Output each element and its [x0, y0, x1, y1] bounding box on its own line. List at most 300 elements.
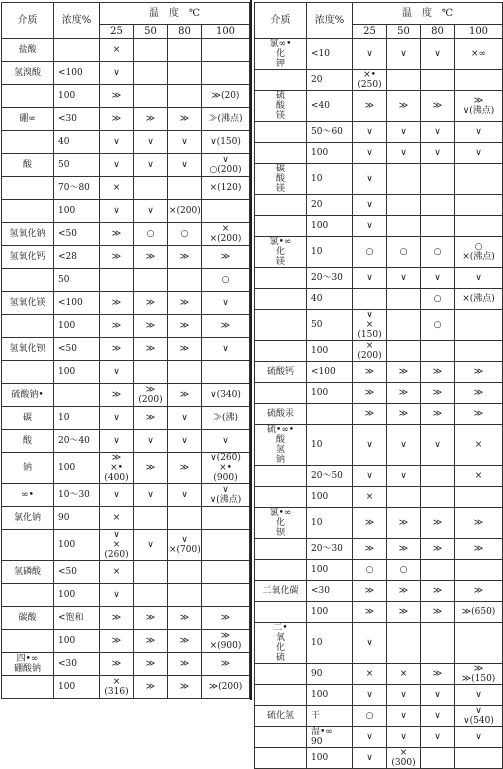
- table-row: [2, 62, 250, 85]
- value-cell: ∨: [353, 39, 387, 70]
- table-row: [255, 623, 503, 664]
- medium-cell: 氢磷酸: [2, 561, 54, 584]
- value-cell: ≫: [387, 362, 421, 383]
- table-row: [2, 246, 250, 269]
- medium-cell: 碳酸: [2, 607, 54, 630]
- table-row: [2, 530, 250, 561]
- value-cell: [387, 623, 421, 664]
- value-cell: ∨: [353, 466, 387, 487]
- concentration-cell: <10: [307, 39, 353, 70]
- value-cell: [134, 177, 168, 200]
- value-cell: ∨ ∨(沸点): [202, 484, 250, 507]
- concentration-cell: 100: [307, 602, 353, 623]
- concentration-cell: [54, 384, 100, 407]
- value-cell: ≫: [421, 362, 455, 383]
- concentration-cell: 100: [307, 143, 353, 164]
- value-cell: ≫: [100, 630, 134, 653]
- medium-cell: [255, 539, 307, 560]
- value-cell: ∨: [421, 268, 455, 289]
- table-row: [2, 484, 250, 507]
- value-cell: [421, 70, 455, 91]
- concentration-cell: 10: [307, 508, 353, 539]
- value-cell: ×∞: [455, 39, 503, 70]
- value-cell: [202, 361, 250, 384]
- medium-cell: 硫化氢: [255, 706, 307, 727]
- value-cell: [455, 487, 503, 508]
- concentration-cell: <28: [54, 246, 100, 269]
- value-cell: [421, 748, 455, 769]
- value-cell: ≫: [421, 581, 455, 602]
- concentration-cell: <100: [307, 362, 353, 383]
- concentration-cell: 100: [54, 584, 100, 607]
- value-cell: ≫: [134, 653, 168, 676]
- value-cell: [134, 361, 168, 384]
- value-cell: ≫: [421, 91, 455, 122]
- value-cell: ○: [421, 310, 455, 341]
- value-cell: ∨: [100, 131, 134, 154]
- table-row: [255, 425, 503, 466]
- value-cell: ∨: [202, 292, 250, 315]
- concentration-cell: 100: [307, 685, 353, 706]
- concentration-cell: 100: [307, 487, 353, 508]
- value-cell: ∨ ×(700): [168, 530, 202, 561]
- value-cell: ≫: [168, 315, 202, 338]
- value-cell: [387, 487, 421, 508]
- value-cell: ∨: [421, 39, 455, 70]
- value-cell: [421, 487, 455, 508]
- value-cell: [100, 269, 134, 292]
- medium-cell: [2, 200, 54, 223]
- table-row: [2, 338, 250, 361]
- value-cell: [202, 507, 250, 530]
- value-cell: ×: [455, 466, 503, 487]
- concentration-cell: 湿•∞ 90: [307, 727, 353, 748]
- value-cell: ∨: [387, 727, 421, 748]
- value-cell: [387, 164, 421, 195]
- concentration-cell: 40: [307, 289, 353, 310]
- concentration-cell: 90: [54, 507, 100, 530]
- value-cell: ∨: [134, 484, 168, 507]
- table-row: [255, 289, 503, 310]
- concentration-cell: <40: [307, 91, 353, 122]
- temperature-col-3: 100: [455, 25, 503, 39]
- value-cell: ○ ×(沸点): [455, 237, 503, 268]
- table-row: [2, 361, 250, 384]
- medium-cell: 碳 酸 镁: [255, 164, 307, 195]
- table-row: [2, 407, 250, 430]
- value-cell: ≫ (200): [134, 384, 168, 407]
- value-cell: ≫: [168, 292, 202, 315]
- value-cell: [168, 39, 202, 62]
- table-row: [2, 131, 250, 154]
- temperature-col-0: 25: [353, 25, 387, 39]
- value-cell: [168, 269, 202, 292]
- concentration-cell: 50: [307, 310, 353, 341]
- value-cell: ≫: [387, 602, 421, 623]
- value-cell: ∨: [353, 748, 387, 769]
- table-row: [255, 466, 503, 487]
- table-body-right: [255, 3, 503, 769]
- value-cell: ×: [353, 487, 387, 508]
- table-row: [255, 122, 503, 143]
- value-cell: ≫: [387, 404, 421, 425]
- value-cell: [455, 748, 503, 769]
- table-row: [2, 269, 250, 292]
- value-cell: [421, 341, 455, 362]
- value-cell: ∨: [455, 143, 503, 164]
- value-cell: ○: [353, 237, 387, 268]
- value-cell: [455, 310, 503, 341]
- value-cell: [353, 289, 387, 310]
- value-cell: ≫: [353, 404, 387, 425]
- table-row: [2, 39, 250, 62]
- value-cell: ≫: [353, 581, 387, 602]
- medium-cell: [255, 310, 307, 341]
- medium-cell: 硫酸钠•: [2, 384, 54, 407]
- value-cell: ≫ ×• (400): [100, 453, 134, 484]
- medium-cell: 氯•∞ 化 钡: [255, 508, 307, 539]
- medium-cell: [2, 584, 54, 607]
- table-row: [2, 154, 250, 177]
- value-cell: [421, 164, 455, 195]
- value-cell: ×(120): [202, 177, 250, 200]
- value-cell: ∨: [100, 154, 134, 177]
- value-cell: ≫: [100, 292, 134, 315]
- value-cell: ○: [134, 223, 168, 246]
- value-cell: [421, 195, 455, 216]
- value-cell: ≫: [353, 91, 387, 122]
- medium-cell: [255, 748, 307, 769]
- concentration-header: 浓度%: [307, 3, 353, 39]
- value-cell: [421, 560, 455, 581]
- value-cell: ∨ × (260): [100, 530, 134, 561]
- table-row: [2, 200, 250, 223]
- value-cell: [387, 216, 421, 237]
- value-cell: [134, 85, 168, 108]
- value-cell: [168, 584, 202, 607]
- value-cell: ○: [168, 223, 202, 246]
- value-cell: ≫: [100, 338, 134, 361]
- value-cell: [168, 361, 202, 384]
- concentration-cell: 50: [54, 154, 100, 177]
- value-cell: ∨: [100, 361, 134, 384]
- concentration-cell: <饱和: [54, 607, 100, 630]
- value-cell: ≫: [100, 607, 134, 630]
- medium-cell: 盐酸: [2, 39, 54, 62]
- value-cell: ∨: [202, 338, 250, 361]
- value-cell: ≫ ∨(沸点): [455, 91, 503, 122]
- value-cell: ×: [100, 39, 134, 62]
- table-row: [255, 539, 503, 560]
- table-row: [255, 706, 503, 727]
- value-cell: ≫: [455, 362, 503, 383]
- table-row: [255, 487, 503, 508]
- concentration-cell: 100: [54, 200, 100, 223]
- medium-cell: ∞•: [2, 484, 54, 507]
- temperature-col-0: 25: [100, 25, 134, 39]
- table-row: [255, 602, 503, 623]
- concentration-cell: [307, 404, 353, 425]
- concentration-cell: 20～40: [54, 430, 100, 453]
- value-cell: ≫: [168, 338, 202, 361]
- value-cell: ∨: [134, 200, 168, 223]
- medium-header: 介质: [255, 3, 307, 39]
- medium-cell: 氢氧化钙: [2, 246, 54, 269]
- table-row: [255, 216, 503, 237]
- value-cell: ∨: [100, 62, 134, 85]
- value-cell: ∨: [134, 530, 168, 561]
- value-cell: ×(200): [168, 200, 202, 223]
- table-row: [2, 653, 250, 676]
- temperature-header: 温 度 ℃: [353, 3, 503, 25]
- table-row: [255, 310, 503, 341]
- value-cell: ≫: [134, 315, 168, 338]
- value-cell: ∨: [168, 407, 202, 430]
- value-cell: [202, 62, 250, 85]
- value-cell: ○: [387, 237, 421, 268]
- concentration-cell: <50: [54, 338, 100, 361]
- table-body-left: [2, 3, 250, 699]
- concentration-cell: 100: [54, 630, 100, 653]
- value-cell: [387, 70, 421, 91]
- table-row: [255, 404, 503, 425]
- value-cell: [168, 62, 202, 85]
- value-cell: [421, 466, 455, 487]
- table-row: [255, 727, 503, 748]
- value-cell: [387, 195, 421, 216]
- value-cell: [455, 164, 503, 195]
- value-cell: ≫: [455, 404, 503, 425]
- value-cell: × (300): [387, 748, 421, 769]
- table-row: [2, 453, 250, 484]
- value-cell: ○: [353, 706, 387, 727]
- value-cell: ∨: [421, 143, 455, 164]
- value-cell: ≫: [134, 246, 168, 269]
- table-row: [2, 630, 250, 653]
- value-cell: ∨: [168, 131, 202, 154]
- value-cell: ≫(200): [202, 676, 250, 699]
- medium-cell: [2, 131, 54, 154]
- temperature-header: 温 度 ℃: [100, 3, 250, 25]
- medium-cell: [2, 269, 54, 292]
- value-cell: ∨ × (150): [353, 310, 387, 341]
- value-cell: × (316): [100, 676, 134, 699]
- concentration-cell: 100: [307, 216, 353, 237]
- medium-cell: 氢氧化镁: [2, 292, 54, 315]
- concentration-cell: 20～50: [307, 466, 353, 487]
- medium-cell: 硫酸汞: [255, 404, 307, 425]
- value-cell: ∨: [134, 131, 168, 154]
- value-cell: ∨: [353, 195, 387, 216]
- medium-cell: [2, 315, 54, 338]
- center-divider: [250, 0, 252, 700]
- value-cell: ∨: [353, 727, 387, 748]
- table-row: [255, 91, 503, 122]
- value-cell: ≫: [421, 602, 455, 623]
- concentration-cell: 100: [307, 341, 353, 362]
- medium-cell: [255, 685, 307, 706]
- value-cell: × ×(200): [202, 223, 250, 246]
- concentration-cell: 100: [54, 530, 100, 561]
- medium-cell: 硫•∞• 酸 氢 钠: [255, 425, 307, 466]
- medium-cell: 氢溴酸: [2, 62, 54, 85]
- value-cell: ≫: [455, 539, 503, 560]
- concentration-cell: 20～30: [307, 539, 353, 560]
- table-row: [255, 362, 503, 383]
- value-cell: [168, 507, 202, 530]
- concentration-cell: 100: [54, 453, 100, 484]
- concentration-cell: 100: [307, 748, 353, 769]
- value-cell: ≫: [134, 607, 168, 630]
- value-cell: [202, 584, 250, 607]
- table-row: [2, 607, 250, 630]
- value-cell: ≫: [202, 607, 250, 630]
- value-cell: ≫: [134, 108, 168, 131]
- value-cell: [455, 560, 503, 581]
- table-row: [2, 108, 250, 131]
- value-cell: [455, 70, 503, 91]
- value-cell: ○: [202, 269, 250, 292]
- value-cell: ≫: [421, 383, 455, 404]
- medium-cell: 氯∞• 化 钾: [255, 39, 307, 70]
- table-row: [255, 39, 503, 70]
- medium-cell: [255, 602, 307, 623]
- medium-cell: [255, 487, 307, 508]
- concentration-cell: 10: [307, 425, 353, 466]
- value-cell: ∨: [387, 143, 421, 164]
- value-cell: ∨: [168, 430, 202, 453]
- medium-cell: [2, 85, 54, 108]
- value-cell: [455, 623, 503, 664]
- table-row: [255, 685, 503, 706]
- value-cell: ≫: [421, 404, 455, 425]
- value-cell: ×: [455, 425, 503, 466]
- medium-cell: 四•∞ 硼酸钠: [2, 653, 54, 676]
- table-row: [255, 70, 503, 91]
- value-cell: ≫: [168, 653, 202, 676]
- value-cell: ∨: [387, 122, 421, 143]
- value-cell: ≫: [202, 315, 250, 338]
- value-cell: ○: [353, 560, 387, 581]
- table-row: [255, 508, 503, 539]
- medium-cell: 酸: [2, 154, 54, 177]
- value-cell: ∨: [168, 484, 202, 507]
- value-cell: ≫: [168, 676, 202, 699]
- concentration-cell: 100: [54, 315, 100, 338]
- value-cell: ≫: [134, 676, 168, 699]
- table-row: [2, 584, 250, 607]
- concentration-cell: 10: [307, 237, 353, 268]
- medium-cell: 硫酸钙: [255, 362, 307, 383]
- value-cell: ∨: [455, 727, 503, 748]
- value-cell: ≫ ×(900): [202, 630, 250, 653]
- value-cell: ≫: [202, 246, 250, 269]
- value-cell: ≫: [100, 108, 134, 131]
- value-cell: [387, 310, 421, 341]
- value-cell: ∨: [134, 430, 168, 453]
- concentration-cell: 100: [307, 383, 353, 404]
- medium-cell: 二• 氧 化 硫: [255, 623, 307, 664]
- value-cell: ≫: [100, 384, 134, 407]
- value-cell: ∨: [421, 425, 455, 466]
- value-cell: ○: [387, 560, 421, 581]
- value-cell: ×: [387, 664, 421, 685]
- corrosion-table-left: [1, 2, 250, 699]
- value-cell: × (200): [353, 341, 387, 362]
- value-cell: ∨: [387, 685, 421, 706]
- value-cell: ≫: [455, 581, 503, 602]
- value-cell: ∨: [455, 122, 503, 143]
- concentration-cell: 90: [307, 664, 353, 685]
- medium-cell: [255, 268, 307, 289]
- table-row: [255, 268, 503, 289]
- table-row: [255, 748, 503, 769]
- concentration-cell: <30: [54, 653, 100, 676]
- concentration-cell: 10～30: [54, 484, 100, 507]
- value-cell: [168, 561, 202, 584]
- table-row: [2, 507, 250, 530]
- value-cell: [421, 216, 455, 237]
- value-cell: ≫: [353, 508, 387, 539]
- temperature-col-2: 80: [421, 25, 455, 39]
- table-row: [2, 292, 250, 315]
- value-cell: ≫: [100, 85, 134, 108]
- value-cell: [134, 269, 168, 292]
- value-cell: ≫: [202, 653, 250, 676]
- medium-cell: 氢氧化钡: [2, 338, 54, 361]
- table-row: [255, 164, 503, 195]
- table-row: [2, 177, 250, 200]
- table-row: [255, 143, 503, 164]
- medium-cell: [255, 70, 307, 91]
- table-row: [2, 561, 250, 584]
- value-cell: ∨(340): [202, 384, 250, 407]
- value-cell: [455, 216, 503, 237]
- table-row: [255, 383, 503, 404]
- value-cell: ∨: [100, 484, 134, 507]
- value-cell: ∨: [353, 268, 387, 289]
- concentration-cell: 100: [54, 676, 100, 699]
- value-cell: ×: [100, 561, 134, 584]
- value-cell: ∨: [387, 39, 421, 70]
- table-row: [2, 430, 250, 453]
- value-cell: ≫: [387, 383, 421, 404]
- medium-cell: [255, 143, 307, 164]
- value-cell: ∨ ∨(540): [455, 706, 503, 727]
- temperature-col-1: 50: [387, 25, 421, 39]
- table-row: [255, 560, 503, 581]
- value-cell: ∨: [100, 584, 134, 607]
- medium-cell: [2, 530, 54, 561]
- value-cell: ×: [100, 177, 134, 200]
- concentration-cell: <50: [54, 561, 100, 584]
- value-cell: [421, 623, 455, 664]
- concentration-cell: 40: [54, 131, 100, 154]
- concentration-cell: 100: [307, 560, 353, 581]
- medium-cell: [2, 177, 54, 200]
- medium-cell: 氢氧化钠: [2, 223, 54, 246]
- medium-cell: [255, 727, 307, 748]
- value-cell: ≫: [168, 607, 202, 630]
- medium-cell: [2, 361, 54, 384]
- medium-cell: [255, 216, 307, 237]
- table-row: [255, 581, 503, 602]
- value-cell: ○: [421, 289, 455, 310]
- value-cell: ○: [421, 237, 455, 268]
- value-cell: ∨: [387, 706, 421, 727]
- concentration-cell: 50: [54, 269, 100, 292]
- value-cell: ≫: [134, 630, 168, 653]
